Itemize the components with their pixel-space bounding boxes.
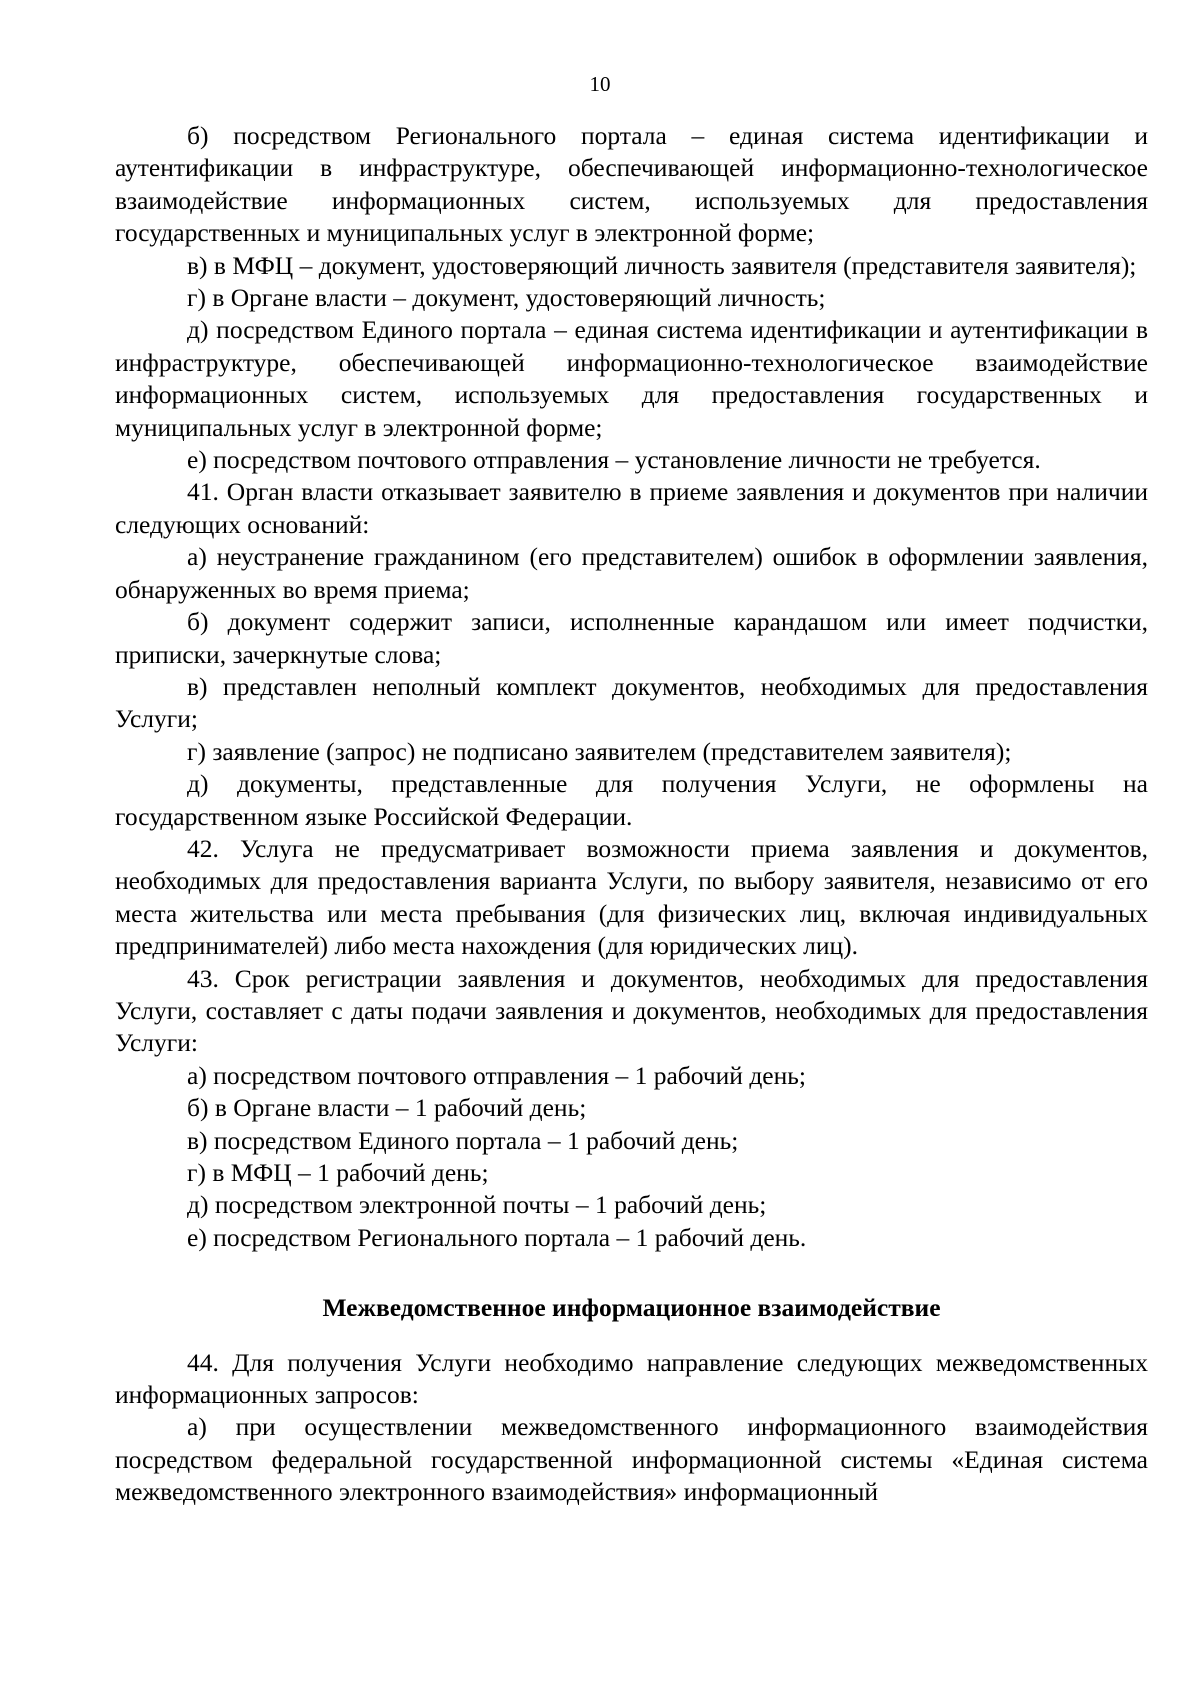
paragraph: а) посредством почтового отправления – 1 рабочий день;: [187, 1060, 806, 1090]
paragraph: г) заявление (запрос) не подписано заявителем (представителем заявителя);: [187, 736, 1012, 766]
paragraph: а) неустранение гражданином (его представителем) ошибок в оформлении заявления, обнаруженных во время приема;: [115, 542, 1148, 604]
paragraph: г) в МФЦ – 1 рабочий день;: [187, 1158, 489, 1187]
paragraph: д) посредством Единого портала – единая система идентификации и аутентификации в инфраструктуре, обеспечивающей информационно-технологическое взаимодействие информационных систем, используемых для предоставления государственных и муниципальных услуг в электронной форме;: [115, 315, 1148, 442]
paragraph: 44. Для получения Услуги необходимо направление следующих межведомственных информационных запросов:: [115, 1347, 1148, 1410]
paragraph: е) посредством Регионального портала – 1 рабочий день.: [187, 1222, 807, 1252]
paragraph: 42. Услуга не предусматривает возможности приема заявления и документов, необходимых для предоставления варианта Услуги, по выбору заявителя, независимо от его места жительства или места пребывания (для физических лиц, включая индивидуальных предпринимателей) либо места нахождения (для юридических лиц).: [115, 833, 1148, 961]
paragraph: б) посредством Регионального портала – единая система идентификации и аутентификации в инфраструктуре, обеспечивающей информационно-технологическое взаимодействие информационных систем, используемых для предоставления государственных и муниципальных услуг в электронной форме;: [115, 121, 1148, 248]
paragraph: е) посредством почтового отправления – установление личности не требуется.: [187, 445, 1041, 475]
document-body: [115, 120, 1148, 1509]
paragraph: в) в МФЦ – документ, удостоверяющий личность заявителя (представителя заявителя);: [187, 250, 1137, 280]
paragraph: в) представлен неполный комплект документов, необходимых для предоставления Услуги;: [115, 671, 1148, 734]
paragraph: б) документ содержит записи, исполненные карандашом или имеет подчистки, приписки, зачеркнутые слова;: [115, 607, 1148, 669]
paragraph: 41. Орган власти отказывает заявителю в приеме заявления и документов при наличии следующих оснований:: [115, 477, 1148, 539]
spacer: [115, 1325, 1148, 1347]
page-number: 10: [589, 72, 611, 96]
paragraph: в) посредством Единого портала – 1 рабочий день;: [187, 1125, 739, 1155]
paragraph: 43. Срок регистрации заявления и документов, необходимых для предоставления Услуги, составляет с даты подачи заявления и документов, необходимых для предоставления Услуги:: [115, 963, 1148, 1058]
paragraph: а) при осуществлении межведомственного информационного взаимодействия посредством федеральной государственной информационной системы «Единая система межведомственного электронного взаимодействия» информационный: [115, 1412, 1148, 1507]
paragraph: г) в Органе власти – документ, удостоверяющий личность;: [187, 283, 826, 313]
paragraph: д) посредством электронной почты – 1 рабочий день;: [187, 1190, 767, 1220]
paragraph: б) в Органе власти – 1 рабочий день;: [187, 1093, 587, 1123]
section-heading: Межведомственное информационное взаимодействие: [322, 1293, 941, 1323]
paragraph: д) документы, представленные для получения Услуги, не оформлены на государственном языке Российской Федерации.: [115, 769, 1148, 831]
spacer: [115, 1254, 1148, 1292]
